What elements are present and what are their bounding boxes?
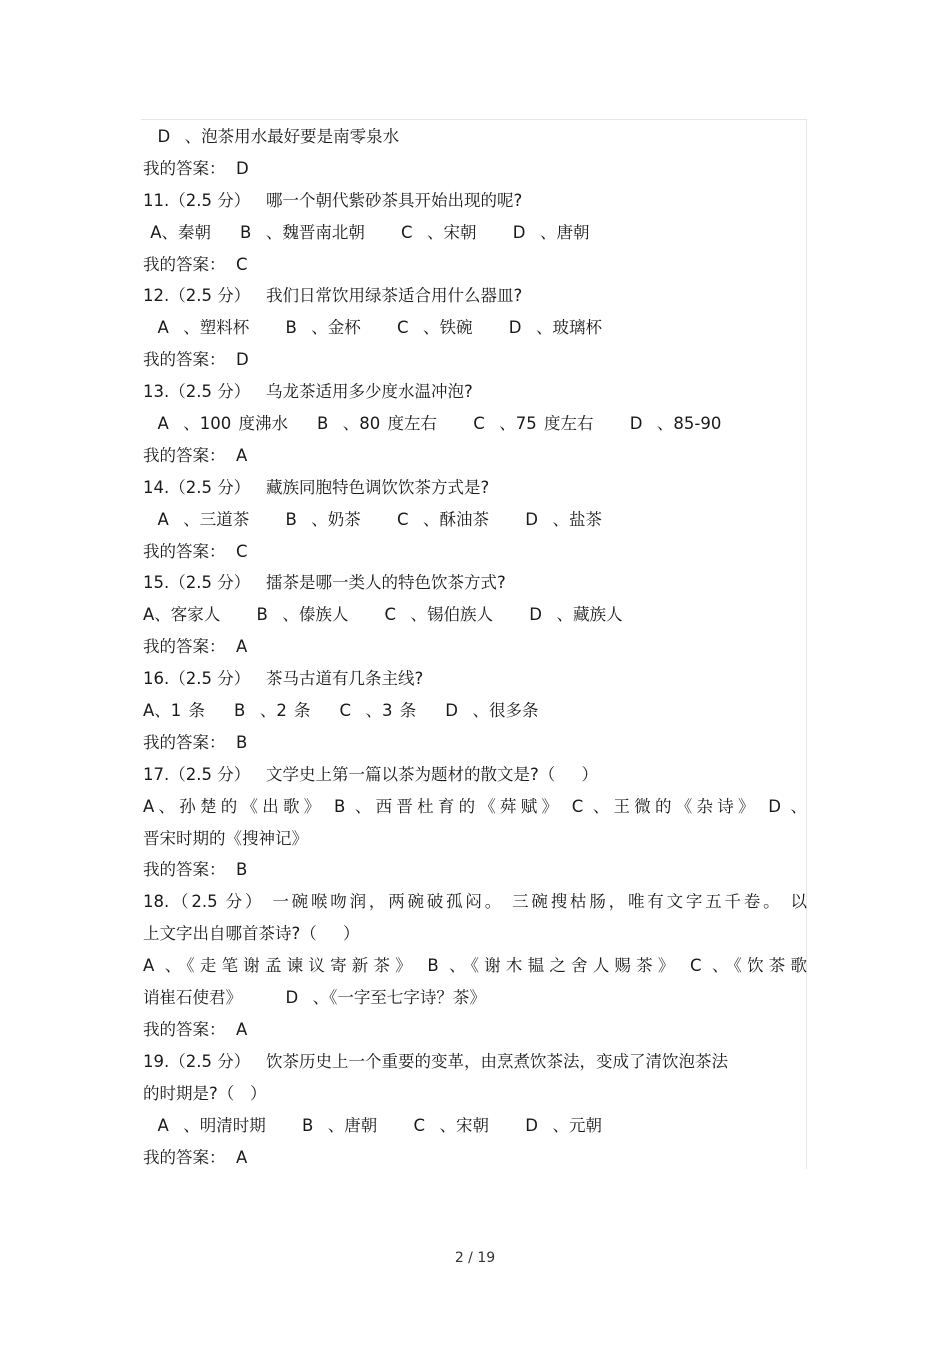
- option-line: D 、泡茶用水最好要是南零泉水: [143, 127, 400, 146]
- answer-line: 我的答案： D: [143, 350, 249, 370]
- answer-line: 我的答案： B: [143, 732, 248, 752]
- option-line: A 、100 度沸水 B 、80 度左右 C 、75 度左右 D 、85-90: [143, 414, 722, 434]
- question-line: 12.（2.5 分） 我们日常饮用绿茶适合用什么器皿?: [143, 286, 523, 306]
- answer-line: 我的答案： A: [143, 637, 248, 657]
- option-line: A、客家人 B 、傣族人 C 、锡伯族人 D 、藏族人: [143, 605, 623, 625]
- question-line: 13.（2.5 分） 乌龙茶适用多少度水温冲泡?: [143, 382, 473, 402]
- option-line: 晋宋时期的《搜神记》: [143, 828, 308, 848]
- option-line: A、秦朝 B 、魏晋南北朝 C 、宋朝 D 、唐朝: [143, 222, 590, 242]
- option-line: A 、明清时期 B 、唐朝 C 、宋朝 D 、元朝: [143, 1115, 602, 1135]
- option-line: A 、塑料杯 B 、金杯 C 、铁碗 D 、玻璃杯: [143, 318, 602, 338]
- page-number: 2 / 19: [454, 1250, 496, 1266]
- answer-line: 我的答案： A: [143, 445, 248, 465]
- option-line: A 、《走笔谢孟谏议寄新茶》 B 、《谢木韫之舍人赐茶》 C 、《饮茶歌: [143, 956, 807, 976]
- option-line: A 、三道茶 B 、奶茶 C 、酥油茶 D 、盐茶: [143, 509, 602, 529]
- option-line: A、孙楚的《出歌》 B 、西晋杜育的《荈赋》 C 、王微的《杂诗》 D 、: [143, 796, 807, 816]
- answer-line: 我的答案： C: [143, 541, 248, 561]
- question-line: 19.（2.5 分） 饮茶历史上一个重要的变革，由烹煮饮茶法，变成了清饮泡茶法: [143, 1051, 728, 1071]
- document-body: [143, 121, 807, 1173]
- question-line: 17.（2.5 分） 文学史上第一篇以茶为题材的散文是?（ ）: [143, 764, 598, 784]
- answer-line: 我的答案： B: [143, 860, 248, 880]
- question-line: 11.（2.5 分） 哪一个朝代紫砂茶具开始出现的呢?: [143, 190, 523, 210]
- question-line: 的时期是?（ ）: [143, 1083, 267, 1103]
- question-line: 15.（2.5 分） 擂茶是哪一类人的特色饮茶方式?: [143, 573, 506, 593]
- option-line: A、1 条 B 、2 条 C 、3 条 D 、很多条: [143, 701, 539, 721]
- answer-line: 我的答案： C: [143, 254, 248, 274]
- question-line: 上文字出自哪首茶诗?（ ）: [143, 924, 360, 944]
- question-line: 18.（2.5 分） 一碗喉吻润，两碗破孤闷。 三碗搜枯肠，唯有文字五千卷。 以: [143, 892, 807, 912]
- answer-line: 我的答案： D: [143, 158, 249, 178]
- answer-line: 我的答案： A: [143, 1019, 248, 1039]
- answer-line: 我的答案： A: [143, 1147, 248, 1167]
- question-line: 16.（2.5 分） 茶马古道有几条主线?: [143, 669, 424, 689]
- option-line: 诮崔石使君》 D 、《一字至七字诗？茶》: [143, 988, 486, 1008]
- question-line: 14.（2.5 分） 藏族同胞特色调饮饮茶方式是?: [143, 477, 490, 497]
